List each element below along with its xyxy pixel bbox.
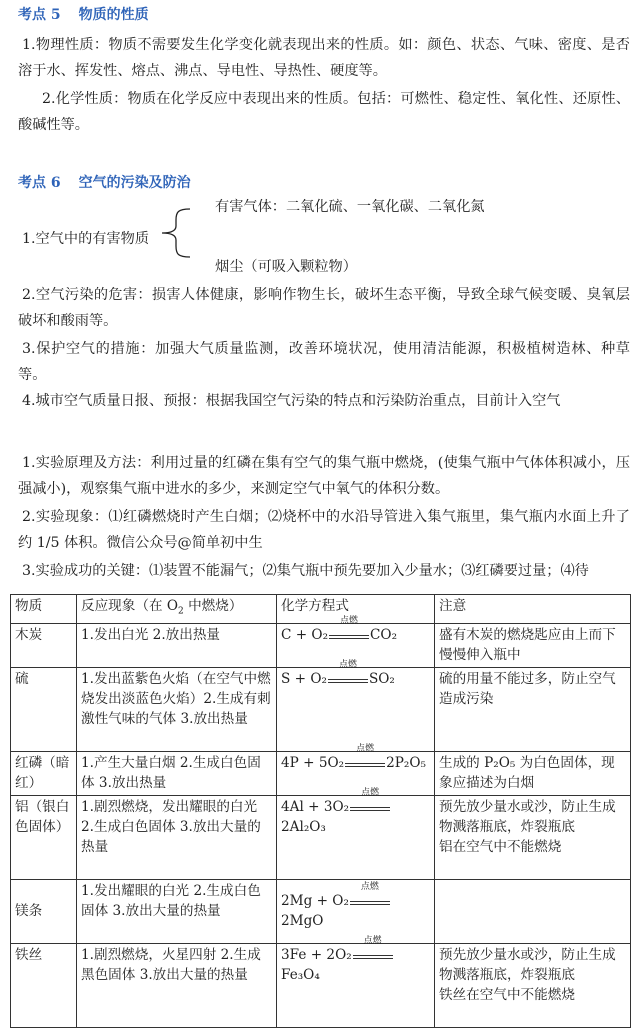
section6-heading [18, 172, 630, 192]
cell-equation: C + O₂ 点燃 CO₂ [277, 623, 435, 667]
section6-title: 空气的污染及防治 [78, 175, 191, 191]
table-row [11, 879, 631, 943]
cell-reaction: 1.产生大量白烟 2.生成白色固体 3.放出热量 [77, 751, 277, 795]
air-pollution-harm: 2.空气污染的危害：损害人体健康，影响作物生长，破坏生态平衡，导致全球气候变暖、臭氧层破坏和酸雨等。 [18, 287, 630, 329]
brace-symbol [156, 206, 192, 260]
section5-chemical-property: 2.化学性质：物质在化学反应中表现出来的性质。包括：可燃性、稳定性、氧化性、还原性、酸碱性等。 [18, 91, 630, 133]
header-equation: 化学方程式 [277, 595, 435, 624]
table-header-row [11, 595, 631, 624]
cell-equation: 2Mg + O₂ 点燃 2MgO [277, 879, 435, 943]
combustion-table [10, 594, 631, 1028]
cell-note: 硫的用量不能过多，防止空气造成污染 [435, 667, 631, 751]
experiment-phenomenon: 2.实验现象：⑴红磷燃烧时产生白烟；⑵烧杯中的水沿导管进入集气瓶里，集气瓶内水面上升了约 1/5 体积。微信公众号@简单初中生 [18, 509, 630, 551]
air-quality-report: 4.城市空气质量日报、预报：根据我国空气污染的特点和污染防治重点，目前计入空气 [22, 393, 561, 409]
experiment-principle: 1.实验原理及方法：利用过量的红磷在集有空气的集气瓶中燃烧，(使集气瓶中气体体积减小，压强减小)，观察集气瓶中进水的多少，来测定空气中氧气的体积分数。 [18, 455, 630, 497]
cell-reaction: 1.发出蓝紫色火焰（在空气中燃烧发出淡蓝色火焰）2.生成有刺激性气味的气体 3.放出热量 [77, 667, 277, 751]
cell-equation: 3Fe + 2O₂ 点燃 Fe₃O₄ [277, 943, 435, 1027]
header-note: 注意 [435, 595, 631, 624]
cell-reaction: 1.发出白光 2.放出热量 [77, 623, 277, 667]
cell-equation: S + O₂ 点燃 SO₂ [277, 667, 435, 751]
experiment-key-points: 3.实验成功的关键：⑴装置不能漏气；⑵集气瓶中预先要加入少量水；⑶红磷要过量；⑷待 [22, 563, 589, 579]
section5-physical-property: 1.物理性质：物质不需要发生化学变化就表现出来的性质。如：颜色、状态、气味、密度、是否溶于水、挥发性、熔点、沸点、导电性、导热性、硬度等。 [18, 37, 630, 79]
cell-substance: 硫 [11, 667, 77, 751]
cell-substance: 红磷（暗红） [11, 751, 77, 795]
cell-reaction: 1.剧烈燃烧，发出耀眼的白光 2.生成白色固体 3.放出大量的热量 [77, 795, 277, 879]
header-reaction: 反应现象（在 $O_2$ 中燃烧） [77, 595, 277, 624]
table-row [11, 623, 631, 667]
cell-equation: 4P + 5O₂ 点燃 2P₂O₅ [277, 751, 435, 795]
dust-item: 烟尘（可吸入颗粒物） [215, 259, 357, 275]
cell-note: 生成的 P₂O₅ 为白色固体，现象应描述为白烟 [435, 751, 631, 795]
table-row [11, 667, 631, 751]
section5-title: 物质的性质 [78, 7, 149, 23]
cell-note: 盛有木炭的燃烧匙应由上而下慢慢伸入瓶中 [435, 623, 631, 667]
cell-note: 预先放少量水或沙，防止生成物溅落瓶底，炸裂瓶底 铝在空气中不能燃烧 [435, 795, 631, 879]
cell-substance: 铝（银白色固体） [11, 795, 77, 879]
cell-substance: 镁条 [11, 879, 77, 943]
table-row [11, 751, 631, 795]
harmful-substances-label: 1.空气中的有害物质 [22, 231, 150, 247]
cell-reaction: 1.剧烈燃烧，火星四射 2.生成黑色固体 3.放出大量的热量 [77, 943, 277, 1027]
cell-note [435, 879, 631, 943]
header-substance: 物质 [11, 595, 77, 624]
section5-heading [18, 4, 630, 24]
table-row [11, 943, 631, 1027]
cell-substance: 铁丝 [11, 943, 77, 1027]
cell-equation: 4Al + 3O₂ 点燃 2Al₂O₃ [277, 795, 435, 879]
cell-reaction: 1.发出耀眼的白光 2.生成白色固体 3.放出大量的热量 [77, 879, 277, 943]
cell-substance: 木炭 [11, 623, 77, 667]
air-protection-measures: 3.保护空气的措施：加强大气质量监测，改善环境状况，使用清洁能源，积极植树造林、种草等。 [18, 341, 630, 383]
harmful-gas-item: 有害气体：二氧化硫、一氧化碳、二氧化氮 [215, 199, 485, 215]
cell-note: 预先放少量水或沙，防止生成物溅落瓶底，炸裂瓶底 铁丝在空气中不能燃烧 [435, 943, 631, 1027]
section5-number: 考点 5 [18, 7, 61, 23]
table-row [11, 795, 631, 879]
section6-number: 考点 6 [18, 175, 61, 191]
